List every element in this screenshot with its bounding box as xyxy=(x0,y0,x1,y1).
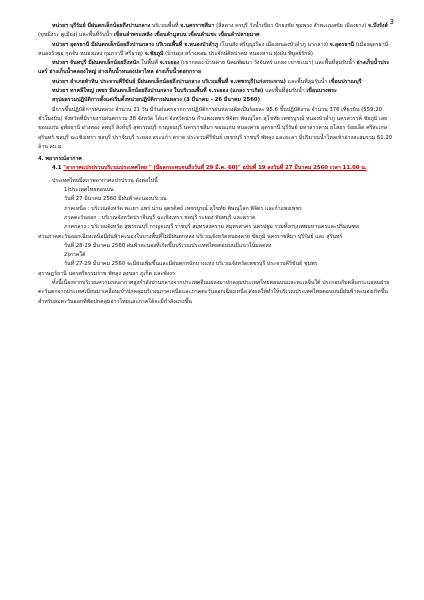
text-run: (บ้านดุง สร้างคอม ประจักษ์ศิลปาคม หนองหาน ทุ่งฝน พิบูลย์รักษ์) xyxy=(163,50,313,57)
text-run: (เขากลอง บ้านค่าย นิคมพัฒนา วังจันทร์ แกลง เขาชะเมา) และพื้นที่ลุ่มรับน้ำ xyxy=(179,60,357,67)
paragraph xyxy=(38,78,394,87)
text-run: ภาคตะวันออก : บริเวณจังหวัดปราจีนบุรี ฉะเชิงเทรา ชลบุรี ระยอง จันทบุรี และตราด xyxy=(64,214,256,221)
paragraph xyxy=(38,186,394,195)
text-run: ทั้งนี้เนื่องจากบริเวณความกดอากาศสูงกำลังปานกลางจากประเทศจีนแผ่ลงมาปกคลุมประเทศไทยตอนบนและทะเลจีนใต้ ประกอบกับคลื่นกระแสลมฝ่ายตะวันตกจากประเทศเมียนมาเคลื่อนเข้าปกคลุมบริเวณภาคเหนือและภาคตะวันออกเฉียงเหนือ ส่งผลให้ทำให้บริเวณประเทศไทยตอนบนมีฝนฟ้าคะนองเกิดขึ้น สำหรับลมตะวันออกที่พัดปกคลุมอ่าวไทยและภาคใต้จะมีกำลังแรงขึ้น xyxy=(38,280,390,305)
paragraph xyxy=(38,177,394,186)
paragraph xyxy=(38,251,394,260)
text-run: ภาคเหนือ : บริเวณจังหวัด พะเยา แพร่ น่าน อุตรดิตถ์ เพชรบูรณ์ สุโขทัย พิษณุโลก พิจิตร และกำแพงเพชร xyxy=(64,205,302,212)
text-run: อ่างเก็บน้ำประแสร์ อ่างเก็บน้ำคลองใหญ่ อ่างเก็บน้ำหนองปลาไหล อ่างเก็บน้ำดอกกราย xyxy=(38,60,390,76)
text-run: (โนนสัง ศรีบุญเรือง เมืองหนองบัวลำภู นากลาง) xyxy=(218,41,330,48)
page-number: 3 xyxy=(389,18,394,26)
text-run: และพื้นที่ลุ่มรับน้ำ xyxy=(263,88,307,95)
paragraph xyxy=(38,155,394,164)
paragraph xyxy=(38,195,394,204)
text-run: วันที่ 28-29 มีนาคม 2560 ฝนฟ้าคะนองที่เกิดขึ้นบริเวณประเทศไทยตอนบนมีแนวโน้มลดลง xyxy=(64,242,272,249)
text-run: (เมืองอุดรธานี หนองวัวซอ กุดจับ หนองแสง กุมภวาปี ศรีธาตุ) xyxy=(38,41,389,57)
text-run: หน่วยฯ ทาคลีใหญ่ เพชร มีฝนตกเล็กน้อยถึงปานกลาง ในบริเวณพื้นที่ จ.ระยอง (แกลง ราเกิด) xyxy=(52,88,264,95)
paragraph xyxy=(38,41,394,60)
paragraph xyxy=(38,233,394,242)
paragraph xyxy=(38,164,394,173)
text-run: (ขุขมีงระ คูเมือง) และพื้นที่รับน้ำ xyxy=(38,32,114,39)
text-run: 4.1 xyxy=(52,165,64,172)
text-run: เขื่อนลำพระเพลิง เขื่อนลำมูลบน เขื่อนลำแชะ เขื่อนลำปลายมาศ xyxy=(113,32,260,39)
text-run: เขื่อนบางพระ xyxy=(306,88,337,95)
text-run: จ.นครราชสีมา xyxy=(180,23,215,29)
text-run: มีการขึ้นปฏิบัติการฝนหลวง จำนวน 21 วัน มีวันฝนตกจากการปฏิบัติการฝนหลวงคิดเป็นร้อยละ 95.6 ขึ้นปฏิบัติงาน จำนวน 376 เที่ยวบิน (559:20 ชั่วโมงบิน) จังหวัดที่มีรายงานฝนตกรวม 38 จังหวัด ได้แก่ จังหวัดน่าน กำแพงเพชร พิจิตร พิษณุโลก สุโขทัย เพชรบูรณ์ หนองบัวลำภู นครสวรรค์ ชัยภูมิ เลย ขอนแก่น อุทัยธานี อ่างทอง ลพบุรี สิงห์บุรี สุพรรณบุรี กาญจนบุรี นครราชสีมา ขอนแก่น หนองคาย อุดรธานี บุรีรัมย์ มหาสารคาม ยโสธร ร้อยเอ็ด ศรีสะเกษ สุรินทร์ ชลบุรี ฉะเชิงเทรา ชลบุรี ปราจีนบุรี ระยอง สระแก้ว ตราด ประจวบคีรีขันธ์ เพชรบุรี ราชบุรี พัทลุง และยะลา มีปริมาณน้ำไหลเข้าอ่างสะสมรวม 61.20 ล้าน ลบ.ม. xyxy=(38,106,393,150)
text-run: หน่วยฯ อำเภอหัวหิน ประจวบคีรีขันธ์ มีฝนตกเล็กน้อยถึงปานกลาง บริเวณพื้นที่ จ.เพชรบุรี(แก่งกระจาน) xyxy=(52,78,286,85)
paragraph xyxy=(38,242,394,251)
paragraph xyxy=(38,279,394,307)
text-run: หน่วยฯ อุดรธานี มีฝนตกเล็กน้อยถึงปานกลาง บริเวณพื้นที่ จ.หนองบัวลำภู xyxy=(52,41,219,48)
document-body xyxy=(38,22,394,307)
text-run: จ.ชัยภูมิ xyxy=(144,50,164,57)
paragraph xyxy=(38,205,394,214)
text-run: หน่วยฯ บุรีรัมย์ มีฝนตกเล็กน้อยถึงปานกลาง xyxy=(52,23,151,29)
text-run: จ.อุดรธานี xyxy=(329,41,355,48)
paragraph xyxy=(38,223,394,232)
text-run: เขื่อนปราณบุรี xyxy=(329,78,362,85)
text-run: จ.บึงรังส์ xyxy=(367,23,388,29)
text-run: ในพื้นที่ xyxy=(139,60,160,67)
text-run: ประเทศไทยมีสภาพอากาศแปรปรวน ดังต่อไปนี้ xyxy=(52,177,158,184)
text-run: (สีสลาง ครบุรี วังน้ำเขียว ปักธงชัย ชุมพวง สำพะแมสขัย เมืองยาง) xyxy=(214,23,368,29)
text-run: หน่วยฯ จันทบุรี มีฝนตกเล็กน้อยถึงหนัก xyxy=(52,60,140,67)
text-run: 2)ภาคใต้ xyxy=(64,252,86,259)
text-run: 4. พยากรณ์อากาศ xyxy=(38,156,82,163)
text-run: ส่วนภาคตะวันออกเฉียงเหนือมีฝนฟ้าคะนองในบางพื้นที่ไม่มีฝนตกหลง บริเวณจังหวัดหนองคาย ชัยภูมิ นครราชสีมา บุรีรัมย์ และ สุรินทร์ xyxy=(38,233,343,240)
paragraph xyxy=(38,270,394,279)
text-run: วันที่ 27-29 มีนาคม 2560 จะมีฝนเพิ่มขึ้นและมีฝนตกหนักบางแห่ง บริเวณจังหวัดเพชรบุรี ประจวบคีรีขันธ์ ชุมพร xyxy=(64,261,318,268)
text-run: ภาคกลาง : บริเวณจังหวัด สุพรรณบุรี กาญจนบุรี ราชบุรี สมุทรสงคราม สมุทรสาคร นครปฐม รวมทั้งกรุงเทพมหานครและปริมณฑล xyxy=(64,224,359,231)
paragraph xyxy=(38,59,394,78)
paragraph xyxy=(38,96,394,105)
paragraph xyxy=(38,87,394,96)
text-run: 1)ประเทศไทยตอนบน xyxy=(64,187,114,194)
text-run: และพื้นที่ลุ่มรับน้ำ xyxy=(285,78,330,85)
paragraph xyxy=(38,214,394,223)
text-run: สุราษฎร์ธานี นครศรีธรรมราช พัทลุง สงขลา ภูเก็ต และพังงา xyxy=(38,270,175,277)
text-run: วันที่ 27 มีนาคม 2560 มีฝนฟ้าคะนองบริเวณ xyxy=(64,196,167,203)
paragraph xyxy=(38,260,394,269)
text-run: สรุปผลรวมปฏิบัติการตั้งแต่เริ่มตั้งหน่วยปฏิบัติการฝนหลวง (3 มีนาคม - 26 มีนาคม 2560) xyxy=(52,97,261,104)
text-run: บริเวณพื้นที่ xyxy=(150,23,181,29)
text-run: "อากาศแปรปรวนบริเวณประเทศไทย " (มีผลกระทบจนถึงวันที่ 29 มี.ค. 60)" ฉบับที่ 19 ลงวันที่ 27 มีนาคม 2560 เวลา 11.00 น. xyxy=(63,165,367,172)
text-run: จ.ระยอง xyxy=(159,60,180,67)
paragraph xyxy=(38,106,394,152)
paragraph xyxy=(38,22,394,41)
